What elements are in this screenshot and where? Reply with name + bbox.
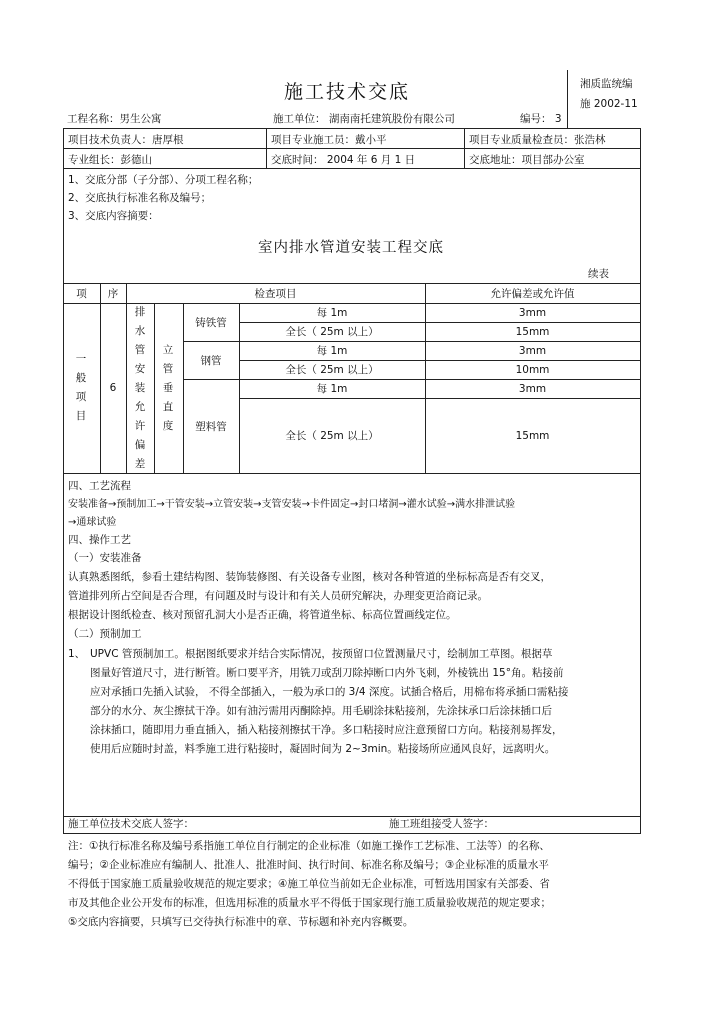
prefabrication-line: 使用后应随时封盖，料季施工进行粘接时，凝固时间为 2~3min。粘接场所应通风良好，远离明火。 [90,743,556,755]
material-plastic: 塑料管 [195,420,227,433]
flow-arrow-icon: → [398,499,407,510]
intro-item-1: 1、交底分部（子分部）、分项工程名称； [68,174,259,186]
construction-unit: 施工单位： 湖南南托建筑股份有限公司 [273,113,455,125]
check-row-1: 每 1m [316,307,348,319]
value-row-3: 3mm [518,344,547,357]
process-step: 封口堵洞 [358,499,399,510]
header-item: 项 [76,287,87,300]
value-row-2: 15mm [515,325,550,338]
team-signature-label: 施工班组接受人签字： [389,818,494,830]
construction-worker: 项目专业施工员：戴小平 [271,134,387,146]
process-flow-line-1 [68,495,515,514]
project-name: 工程名称：男生公寓 [67,113,162,125]
check-row-2: 全长（ 25m 以上） [285,326,379,338]
process-step: 干管安装 [164,499,205,510]
intro-item-2: 2、交底执行标准名称及编号； [68,192,212,204]
installation-prep-line: 管道排列所占空间是否合理，有问题及时与设计和有关人员研究解决，办理变更洽商记录。 [68,590,488,602]
category-general-items: 一般项目 [75,353,87,422]
installation-prep-line: 认真熟悉图纸，参看土建结构图、装饰装修图、有关设备专业图，核对各种管道的坐标标高是否有交叉， [68,571,551,583]
team-leader: 专业组长：彭德山 [68,154,152,166]
flow-arrow-icon: → [156,499,165,510]
handover-time: 交底时间： 2004 年 6 月 1 日 [271,154,416,166]
flow-arrow-icon: → [204,499,214,510]
note-line: ⑤交底内容摘要，只填写已交待执行标准中的章、节标题和补充内容概要。 [68,916,414,928]
value-row-4: 10mm [515,363,550,376]
prefabrication-number: 1、 [68,648,86,660]
sequence-number: 6 [109,382,117,394]
section-title: 室内排水管道安装工程交底 [258,240,444,256]
header-seq: 序 [107,287,119,300]
value-row-5: 3mm [518,382,547,395]
unit-signature-label: 施工单位技术交底人签字： [68,818,194,830]
header-tolerance: 允许偏差或允许值 [490,287,575,300]
quality-inspector: 项目专业质量检查员：张浩林 [469,134,606,146]
prefabrication-line: UPVC 管预制加工。根据图纸要求并结合实际情况，按预留口位置测量尺寸，绘制加工草图。根据草 [90,648,553,660]
installation-prep-heading: （一）安装准备 [68,552,142,564]
header-check-item: 检查项目 [254,287,297,300]
check-row-4: 全长（ 25m 以上） [285,364,379,376]
header-divider [567,70,568,128]
process-step: 灌水试验 [406,499,447,510]
flow-arrow-icon: → [301,499,310,510]
material-cast-iron: 铸铁管 [195,316,227,329]
riser-verticality-label: 立管垂直度 [162,344,174,432]
check-row-6: 全长（ 25m 以上） [285,430,379,442]
note-line: 不得低于国家施工质量验收规范的规定要求；④施工单位当前如无企业标准，可暂选用国家有关部委、省 [68,878,550,890]
check-row-5: 每 1m [316,383,348,395]
form-reference-line-1: 湘质监统编 [580,78,633,90]
flow-arrow-icon: → [68,517,77,528]
check-row-3: 每 1m [316,345,348,357]
process-step: 满水排泄试验 [455,499,516,510]
note-line: 市及其他企业公开发布的标准，但选用标准的质量水平不得低于国家现行施工质量验收规范的规定要求； [68,897,551,909]
form-reference-line-2: 施 2002-11 [580,98,638,110]
process-step: 卡件固定 [309,499,350,510]
process-step: 安装准备 [68,499,108,510]
note-line: 编号；②企业标准应有编制人、批准人、批准时间、执行时间、标准名称及编号；③企业标准的质量水平 [68,859,549,871]
prefabrication-line: 图量好管道尺寸，进行断管。断口要平齐，用铣刀或刮刀除掉断口内外飞刺，外棱铣出 15°角。粘接前 [90,667,564,679]
prefabrication-line: 涂抹插口，随即用力垂直插入，插入粘接剂擦拭干净。多口粘接时应注意预留口方向。粘接剂易挥发， [90,724,563,736]
continued-label: 续表 [588,268,609,280]
operation-heading: 四、操作工艺 [68,534,131,546]
prefabrication-heading: （二）预制加工 [68,628,142,640]
flow-arrow-icon: → [446,499,456,510]
tech-lead: 项目技术负责人：唐厚根 [68,134,184,146]
note-line: 注：①执行标准名称及编号系指施工单位自行制定的企业标准（如施工操作工艺标准、工法等）的名称、 [68,840,550,852]
process-flow-line-2 [68,513,116,532]
intro-item-3: 3、交底内容摘要： [68,210,159,222]
drain-pipe-tolerance-label: 排水管安装允许偏差 [134,306,146,470]
flow-arrow-icon: → [349,499,359,510]
handover-place: 交底地址：项目部办公室 [469,154,585,166]
prefabrication-line: 应对承插口先插入试验， 不得全部插入，一般为承口的 3/4 深度。试插合格后，用棉布将承插口需粘接 [90,686,569,698]
document-number: 编号： 3 [520,113,562,125]
value-row-6: 15mm [515,429,550,442]
value-row-1: 3mm [518,306,547,319]
prefabrication-line: 部分的水分、灰尘擦拭干净。如有油污需用丙酮除掉。用毛刷涂抹粘接剂，先涂抹承口后涂抹插口后 [90,705,552,717]
flow-arrow-icon: → [108,499,117,510]
process-heading: 四、工艺流程 [68,480,131,492]
process-step: 预制加工 [116,499,157,510]
process-step: 立管安装 [213,499,254,510]
process-step: 通球试验 [76,517,117,528]
material-steel: 钢管 [200,354,222,367]
installation-prep-line: 根据设计图纸检查、核对预留孔洞大小是否正确，将管道坐标、标高位置画线定位。 [68,609,457,621]
process-step: 支管安装 [261,499,302,510]
flow-arrow-icon: → [253,499,262,510]
document-title: 施工技术交底 [284,81,411,103]
